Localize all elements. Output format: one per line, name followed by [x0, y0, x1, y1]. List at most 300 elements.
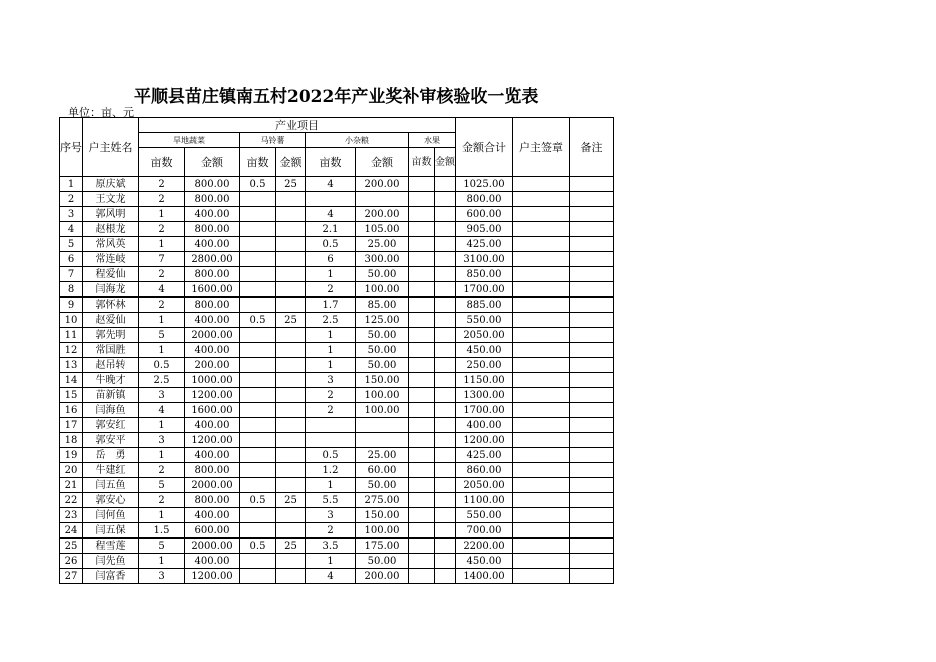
- veg-mu-cell: 7: [139, 252, 185, 267]
- remark-cell: [570, 207, 614, 222]
- fruit-amount-cell: [435, 237, 456, 252]
- owner-cell: 郭安平: [83, 433, 139, 448]
- total-cell: 3100.00: [456, 252, 513, 267]
- veg-amount-cell: 400.00: [185, 508, 240, 523]
- total-cell: 400.00: [456, 418, 513, 433]
- grain-mu-cell: [306, 418, 356, 433]
- fruit-mu-cell: [409, 478, 435, 493]
- seq-cell: 7: [60, 267, 83, 282]
- total-cell: 860.00: [456, 463, 513, 478]
- sign-cell: [513, 297, 570, 313]
- remark-cell: [570, 403, 614, 418]
- veg-mu-cell: 1: [139, 207, 185, 222]
- potato-mu-cell: [240, 207, 276, 222]
- veg-mu-cell: 2: [139, 493, 185, 508]
- veg-amount-cell: 2000.00: [185, 328, 240, 343]
- potato-mu-cell: [240, 448, 276, 463]
- grain-mu-cell: 5.5: [306, 493, 356, 508]
- fruit-amount-cell: [435, 328, 456, 343]
- potato-amount-cell: [276, 463, 306, 478]
- sign-cell: [513, 403, 570, 418]
- grain-amount-cell: 50.00: [356, 478, 409, 493]
- total-cell: 1700.00: [456, 403, 513, 418]
- fruit-mu-cell: [409, 523, 435, 539]
- total-cell: 2050.00: [456, 478, 513, 493]
- document-title: 平顺县苗庄镇南五村2022年产业奖补审核验收一览表: [134, 87, 539, 107]
- grain-amount-cell: 300.00: [356, 252, 409, 267]
- fruit-mu-cell: [409, 569, 435, 584]
- fruit-mu-cell: [409, 222, 435, 237]
- fruit-mu-cell: [409, 433, 435, 448]
- sign-cell: [513, 418, 570, 433]
- veg-mu-cell: 3: [139, 433, 185, 448]
- total-cell: 1700.00: [456, 282, 513, 298]
- veg-amount-cell: 800.00: [185, 267, 240, 282]
- grain-amount-cell: 100.00: [356, 523, 409, 539]
- table-row: [60, 523, 614, 539]
- remark-cell: [570, 433, 614, 448]
- total-cell: 1200.00: [456, 433, 513, 448]
- potato-amount-cell: [276, 523, 306, 539]
- header-sign: 户主签章: [513, 118, 570, 177]
- total-cell: 700.00: [456, 523, 513, 539]
- potato-mu-cell: [240, 222, 276, 237]
- owner-cell: 赵根龙: [83, 222, 139, 237]
- total-cell: 1150.00: [456, 373, 513, 388]
- sign-cell: [513, 433, 570, 448]
- grain-amount-cell: 150.00: [356, 508, 409, 523]
- sign-cell: [513, 478, 570, 493]
- table-row: [60, 448, 614, 463]
- potato-mu-cell: [240, 373, 276, 388]
- fruit-mu-cell: [409, 343, 435, 358]
- owner-cell: 常连岐: [83, 252, 139, 267]
- table-row: [60, 343, 614, 358]
- sign-cell: [513, 192, 570, 207]
- potato-amount-cell: [276, 282, 306, 298]
- potato-mu-cell: [240, 282, 276, 298]
- fruit-mu-cell: [409, 297, 435, 313]
- table-row: [60, 252, 614, 267]
- remark-cell: [570, 538, 614, 554]
- total-cell: 905.00: [456, 222, 513, 237]
- veg-mu-cell: 1: [139, 448, 185, 463]
- fruit-mu-cell: [409, 388, 435, 403]
- seq-cell: 9: [60, 297, 83, 313]
- seq-cell: 25: [60, 538, 83, 554]
- table-row: [60, 538, 614, 554]
- fruit-mu-cell: [409, 313, 435, 328]
- remark-cell: [570, 313, 614, 328]
- seq-cell: 16: [60, 403, 83, 418]
- potato-amount-cell: [276, 343, 306, 358]
- remark-cell: [570, 478, 614, 493]
- seq-cell: 24: [60, 523, 83, 539]
- seq-cell: 1: [60, 177, 83, 192]
- veg-mu-cell: 2: [139, 297, 185, 313]
- seq-cell: 20: [60, 463, 83, 478]
- potato-mu-cell: [240, 237, 276, 252]
- seq-cell: 26: [60, 554, 83, 569]
- header-potato-amount: 金额: [276, 148, 306, 177]
- potato-mu-cell: [240, 403, 276, 418]
- table-row: [60, 192, 614, 207]
- veg-mu-cell: 1: [139, 237, 185, 252]
- fruit-mu-cell: [409, 177, 435, 192]
- total-cell: 450.00: [456, 343, 513, 358]
- veg-amount-cell: 800.00: [185, 297, 240, 313]
- sign-cell: [513, 328, 570, 343]
- total-cell: 425.00: [456, 448, 513, 463]
- veg-amount-cell: 1200.00: [185, 388, 240, 403]
- fruit-mu-cell: [409, 267, 435, 282]
- grain-mu-cell: 2.1: [306, 222, 356, 237]
- veg-amount-cell: 400.00: [185, 343, 240, 358]
- veg-mu-cell: 1: [139, 508, 185, 523]
- sign-cell: [513, 569, 570, 584]
- veg-amount-cell: 800.00: [185, 493, 240, 508]
- grain-mu-cell: 2.5: [306, 313, 356, 328]
- seq-cell: 8: [60, 282, 83, 298]
- seq-cell: 6: [60, 252, 83, 267]
- table-row: [60, 493, 614, 508]
- sign-cell: [513, 463, 570, 478]
- grain-mu-cell: 1.2: [306, 463, 356, 478]
- veg-mu-cell: 3: [139, 388, 185, 403]
- veg-mu-cell: 2.5: [139, 373, 185, 388]
- total-cell: 250.00: [456, 358, 513, 373]
- acceptance-table: [59, 117, 614, 584]
- fruit-amount-cell: [435, 403, 456, 418]
- remark-cell: [570, 222, 614, 237]
- grain-mu-cell: 2: [306, 282, 356, 298]
- grain-mu-cell: 2: [306, 523, 356, 539]
- potato-amount-cell: [276, 358, 306, 373]
- fruit-mu-cell: [409, 448, 435, 463]
- header-veg-mu: 亩数: [139, 148, 185, 177]
- sign-cell: [513, 267, 570, 282]
- potato-mu-cell: [240, 554, 276, 569]
- header-potato: 马铃薯: [240, 133, 306, 148]
- veg-amount-cell: 200.00: [185, 358, 240, 373]
- owner-cell: 原庆斌: [83, 177, 139, 192]
- potato-mu-cell: 0.5: [240, 313, 276, 328]
- seq-cell: 19: [60, 448, 83, 463]
- grain-amount-cell: 60.00: [356, 463, 409, 478]
- fruit-amount-cell: [435, 192, 456, 207]
- table-row: [60, 177, 614, 192]
- fruit-amount-cell: [435, 433, 456, 448]
- remark-cell: [570, 554, 614, 569]
- owner-cell: 郭安心: [83, 493, 139, 508]
- grain-amount-cell: 50.00: [356, 267, 409, 282]
- grain-amount-cell: 25.00: [356, 448, 409, 463]
- potato-amount-cell: [276, 388, 306, 403]
- owner-cell: 赵爱仙: [83, 313, 139, 328]
- fruit-amount-cell: [435, 478, 456, 493]
- total-cell: 1100.00: [456, 493, 513, 508]
- veg-mu-cell: 5: [139, 328, 185, 343]
- total-cell: 885.00: [456, 297, 513, 313]
- fruit-amount-cell: [435, 373, 456, 388]
- grain-mu-cell: 4: [306, 207, 356, 222]
- grain-amount-cell: 25.00: [356, 237, 409, 252]
- grain-amount-cell: 200.00: [356, 177, 409, 192]
- grain-amount-cell: 125.00: [356, 313, 409, 328]
- potato-amount-cell: [276, 433, 306, 448]
- fruit-amount-cell: [435, 418, 456, 433]
- sign-cell: [513, 523, 570, 539]
- potato-amount-cell: 25: [276, 177, 306, 192]
- table-row: [60, 403, 614, 418]
- fruit-mu-cell: [409, 192, 435, 207]
- veg-mu-cell: 5: [139, 538, 185, 554]
- total-cell: 550.00: [456, 313, 513, 328]
- table-row: [60, 237, 614, 252]
- grain-amount-cell: 100.00: [356, 403, 409, 418]
- veg-amount-cell: 800.00: [185, 177, 240, 192]
- fruit-amount-cell: [435, 463, 456, 478]
- table-row: [60, 388, 614, 403]
- grain-amount-cell: 275.00: [356, 493, 409, 508]
- sign-cell: [513, 554, 570, 569]
- veg-amount-cell: 1200.00: [185, 433, 240, 448]
- grain-mu-cell: 3.5: [306, 538, 356, 554]
- grain-mu-cell: 4: [306, 177, 356, 192]
- potato-amount-cell: [276, 569, 306, 584]
- seq-cell: 14: [60, 373, 83, 388]
- grain-mu-cell: 1: [306, 267, 356, 282]
- veg-amount-cell: 400.00: [185, 207, 240, 222]
- grain-mu-cell: 2: [306, 403, 356, 418]
- remark-cell: [570, 373, 614, 388]
- potato-amount-cell: [276, 403, 306, 418]
- potato-mu-cell: [240, 192, 276, 207]
- header-veg-amount: 金额: [185, 148, 240, 177]
- header-grain-amount: 金额: [356, 148, 409, 177]
- veg-mu-cell: 4: [139, 403, 185, 418]
- veg-amount-cell: 800.00: [185, 222, 240, 237]
- remark-cell: [570, 358, 614, 373]
- sign-cell: [513, 373, 570, 388]
- potato-amount-cell: [276, 267, 306, 282]
- seq-cell: 22: [60, 493, 83, 508]
- grain-amount-cell: [356, 418, 409, 433]
- seq-cell: 4: [60, 222, 83, 237]
- potato-mu-cell: [240, 358, 276, 373]
- remark-cell: [570, 493, 614, 508]
- veg-mu-cell: 5: [139, 478, 185, 493]
- veg-amount-cell: 400.00: [185, 448, 240, 463]
- remark-cell: [570, 267, 614, 282]
- fruit-mu-cell: [409, 237, 435, 252]
- table-row: [60, 207, 614, 222]
- remark-cell: [570, 388, 614, 403]
- grain-mu-cell: 0.5: [306, 448, 356, 463]
- potato-amount-cell: [276, 508, 306, 523]
- veg-amount-cell: 800.00: [185, 463, 240, 478]
- potato-amount-cell: [276, 237, 306, 252]
- sign-cell: [513, 207, 570, 222]
- owner-cell: 闫海鱼: [83, 403, 139, 418]
- owner-cell: 牛建红: [83, 463, 139, 478]
- veg-amount-cell: 400.00: [185, 237, 240, 252]
- sign-cell: [513, 222, 570, 237]
- owner-cell: 苗新镇: [83, 388, 139, 403]
- sign-cell: [513, 177, 570, 192]
- veg-amount-cell: 1600.00: [185, 403, 240, 418]
- table-row: [60, 508, 614, 523]
- sign-cell: [513, 313, 570, 328]
- veg-mu-cell: 1: [139, 554, 185, 569]
- grain-amount-cell: 175.00: [356, 538, 409, 554]
- grain-mu-cell: 1.7: [306, 297, 356, 313]
- veg-mu-cell: 2: [139, 463, 185, 478]
- total-cell: 1300.00: [456, 388, 513, 403]
- total-cell: 2050.00: [456, 328, 513, 343]
- seq-cell: 21: [60, 478, 83, 493]
- grain-mu-cell: 1: [306, 328, 356, 343]
- owner-cell: 常国胜: [83, 343, 139, 358]
- potato-mu-cell: [240, 388, 276, 403]
- seq-cell: 17: [60, 418, 83, 433]
- veg-mu-cell: 1: [139, 343, 185, 358]
- potato-amount-cell: [276, 373, 306, 388]
- total-cell: 800.00: [456, 192, 513, 207]
- grain-amount-cell: 85.00: [356, 297, 409, 313]
- seq-cell: 5: [60, 237, 83, 252]
- fruit-amount-cell: [435, 388, 456, 403]
- seq-cell: 3: [60, 207, 83, 222]
- table-row: [60, 358, 614, 373]
- potato-amount-cell: 25: [276, 538, 306, 554]
- seq-cell: 18: [60, 433, 83, 448]
- grain-amount-cell: 105.00: [356, 222, 409, 237]
- fruit-amount-cell: [435, 177, 456, 192]
- potato-amount-cell: 25: [276, 493, 306, 508]
- grain-mu-cell: 1: [306, 478, 356, 493]
- grain-mu-cell: 3: [306, 373, 356, 388]
- potato-mu-cell: [240, 523, 276, 539]
- veg-mu-cell: 2: [139, 177, 185, 192]
- header-seq: 序号: [60, 118, 83, 177]
- total-cell: 450.00: [456, 554, 513, 569]
- potato-amount-cell: [276, 554, 306, 569]
- grain-mu-cell: [306, 433, 356, 448]
- fruit-amount-cell: [435, 343, 456, 358]
- veg-mu-cell: 4: [139, 282, 185, 298]
- grain-amount-cell: 100.00: [356, 388, 409, 403]
- veg-amount-cell: 400.00: [185, 554, 240, 569]
- fruit-mu-cell: [409, 554, 435, 569]
- remark-cell: [570, 569, 614, 584]
- remark-cell: [570, 282, 614, 298]
- owner-cell: 程爱仙: [83, 267, 139, 282]
- veg-amount-cell: 800.00: [185, 192, 240, 207]
- veg-mu-cell: 2: [139, 192, 185, 207]
- remark-cell: [570, 328, 614, 343]
- grain-amount-cell: 50.00: [356, 343, 409, 358]
- grain-amount-cell: 100.00: [356, 282, 409, 298]
- grain-mu-cell: 2: [306, 388, 356, 403]
- grain-mu-cell: 3: [306, 508, 356, 523]
- fruit-mu-cell: [409, 373, 435, 388]
- potato-amount-cell: [276, 207, 306, 222]
- potato-mu-cell: [240, 418, 276, 433]
- potato-mu-cell: [240, 328, 276, 343]
- grain-mu-cell: [306, 192, 356, 207]
- total-cell: 550.00: [456, 508, 513, 523]
- unit-label: 单位：亩、元: [68, 106, 134, 119]
- seq-cell: 13: [60, 358, 83, 373]
- remark-cell: [570, 463, 614, 478]
- remark-cell: [570, 192, 614, 207]
- potato-mu-cell: [240, 433, 276, 448]
- table-row: [60, 297, 614, 313]
- owner-cell: 常风英: [83, 237, 139, 252]
- sign-cell: [513, 388, 570, 403]
- header-total: 金额合计: [456, 118, 513, 177]
- grain-mu-cell: 4: [306, 569, 356, 584]
- potato-mu-cell: [240, 569, 276, 584]
- sign-cell: [513, 282, 570, 298]
- table-row: [60, 554, 614, 569]
- fruit-amount-cell: [435, 207, 456, 222]
- sign-cell: [513, 358, 570, 373]
- fruit-mu-cell: [409, 463, 435, 478]
- potato-mu-cell: [240, 267, 276, 282]
- table-row: [60, 267, 614, 282]
- header-fruit-amount: 金额: [435, 148, 456, 177]
- remark-cell: [570, 237, 614, 252]
- sign-cell: [513, 343, 570, 358]
- header-veg: 旱地蔬菜: [139, 133, 240, 148]
- fruit-mu-cell: [409, 358, 435, 373]
- owner-cell: 郭安红: [83, 418, 139, 433]
- potato-mu-cell: [240, 297, 276, 313]
- remark-cell: [570, 297, 614, 313]
- potato-amount-cell: [276, 222, 306, 237]
- owner-cell: 闫富香: [83, 569, 139, 584]
- fruit-amount-cell: [435, 523, 456, 539]
- table-row: [60, 222, 614, 237]
- fruit-mu-cell: [409, 493, 435, 508]
- grain-amount-cell: 200.00: [356, 569, 409, 584]
- sign-cell: [513, 237, 570, 252]
- fruit-amount-cell: [435, 222, 456, 237]
- header-grain: 小杂粮: [306, 133, 409, 148]
- potato-mu-cell: [240, 508, 276, 523]
- seq-cell: 12: [60, 343, 83, 358]
- fruit-amount-cell: [435, 448, 456, 463]
- potato-mu-cell: 0.5: [240, 538, 276, 554]
- owner-cell: 闫何鱼: [83, 508, 139, 523]
- potato-mu-cell: [240, 252, 276, 267]
- veg-amount-cell: 2000.00: [185, 478, 240, 493]
- veg-amount-cell: 400.00: [185, 418, 240, 433]
- remark-cell: [570, 418, 614, 433]
- remark-cell: [570, 343, 614, 358]
- fruit-mu-cell: [409, 207, 435, 222]
- potato-amount-cell: [276, 448, 306, 463]
- fruit-amount-cell: [435, 538, 456, 554]
- potato-amount-cell: [276, 328, 306, 343]
- veg-mu-cell: 2: [139, 222, 185, 237]
- grain-mu-cell: 1: [306, 343, 356, 358]
- fruit-amount-cell: [435, 493, 456, 508]
- potato-amount-cell: 25: [276, 313, 306, 328]
- table-row: [60, 313, 614, 328]
